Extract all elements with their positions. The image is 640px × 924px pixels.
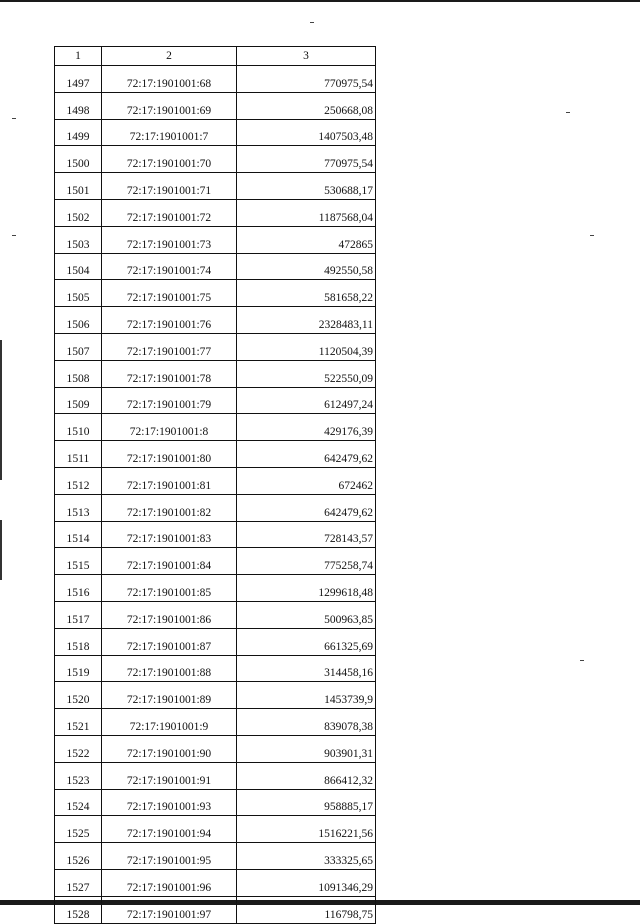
row-number-cell: 1506 [55,307,102,334]
scan-speck [566,112,570,113]
cadastral-number-cell: 72:17:1901001:85 [102,575,237,602]
value-cell: 492550,58 [237,253,376,280]
scan-top-edge [0,0,640,2]
table-row [55,199,376,226]
cadastral-number-cell: 72:17:1901001:94 [102,816,237,843]
table-row [55,843,376,870]
value-cell: 1120504,39 [237,333,376,360]
row-number-cell: 1519 [55,655,102,682]
value-cell: 1453739,9 [237,682,376,709]
table-row [55,869,376,896]
cadastral-number-cell: 72:17:1901001:73 [102,226,237,253]
cadastral-number-cell: 72:17:1901001:68 [102,66,237,93]
table-row [55,253,376,280]
table-row [55,173,376,200]
value-cell: 522550,09 [237,360,376,387]
row-number-cell: 1509 [55,387,102,414]
row-number-cell: 1514 [55,521,102,548]
value-cell: 672462 [237,467,376,494]
table-row [55,333,376,360]
cadastral-number-cell: 72:17:1901001:82 [102,494,237,521]
row-number-cell: 1501 [55,173,102,200]
value-cell: 642479,62 [237,441,376,468]
table-row [55,387,376,414]
value-cell: 661325,69 [237,628,376,655]
table-row [55,66,376,93]
cadastral-number-cell: 72:17:1901001:75 [102,280,237,307]
row-number-cell: 1510 [55,414,102,441]
table-body [55,66,376,924]
table-row [55,146,376,173]
row-number-cell: 1517 [55,601,102,628]
value-cell: 958885,17 [237,789,376,816]
cadastral-number-cell: 72:17:1901001:87 [102,628,237,655]
row-number-cell: 1500 [55,146,102,173]
cadastral-number-cell: 72:17:1901001:86 [102,601,237,628]
row-number-cell: 1497 [55,66,102,93]
cadastral-number-cell: 72:17:1901001:72 [102,199,237,226]
value-cell: 581658,22 [237,280,376,307]
value-cell: 250668,08 [237,92,376,119]
cadastral-number-cell: 72:17:1901001:78 [102,360,237,387]
scan-speck [310,22,314,23]
row-number-cell: 1498 [55,92,102,119]
header-row [55,47,376,66]
row-number-cell: 1505 [55,280,102,307]
cadastral-number-cell: 72:17:1901001:7 [102,119,237,146]
row-number-cell: 1508 [55,360,102,387]
row-number-cell: 1518 [55,628,102,655]
scan-speck [580,660,584,661]
table-row [55,226,376,253]
row-number-cell: 1528 [55,896,102,923]
table-row [55,414,376,441]
value-cell: 1187568,04 [237,199,376,226]
cadastral-number-cell: 72:17:1901001:93 [102,789,237,816]
table-row [55,548,376,575]
row-number-cell: 1511 [55,441,102,468]
row-number-cell: 1516 [55,575,102,602]
cadastral-number-cell: 72:17:1901001:83 [102,521,237,548]
cadastral-number-cell: 72:17:1901001:95 [102,843,237,870]
cadastral-number-cell: 72:17:1901001:8 [102,414,237,441]
table-row [55,307,376,334]
value-cell: 1091346,29 [237,869,376,896]
value-cell: 642479,62 [237,494,376,521]
value-cell: 775258,74 [237,548,376,575]
value-cell: 728143,57 [237,521,376,548]
table-row [55,360,376,387]
scan-left-edge-mark [0,520,2,580]
table-row [55,735,376,762]
scan-speck [12,235,16,236]
value-cell: 903901,31 [237,735,376,762]
cadastral-number-cell: 72:17:1901001:90 [102,735,237,762]
table-row [55,494,376,521]
scan-speck [12,118,16,119]
cadastral-number-cell: 72:17:1901001:71 [102,173,237,200]
row-number-cell: 1504 [55,253,102,280]
value-cell: 472865 [237,226,376,253]
cadastral-number-cell: 72:17:1901001:80 [102,441,237,468]
table-row [55,92,376,119]
column-header-3: 3 [237,47,376,66]
value-cell: 1516221,56 [237,816,376,843]
cadastral-number-cell: 72:17:1901001:69 [102,92,237,119]
cadastral-number-cell: 72:17:1901001:96 [102,869,237,896]
row-number-cell: 1513 [55,494,102,521]
cadastral-number-cell: 72:17:1901001:84 [102,548,237,575]
table-row [55,601,376,628]
value-cell: 770975,54 [237,66,376,93]
value-cell: 333325,65 [237,843,376,870]
row-number-cell: 1502 [55,199,102,226]
cadastral-number-cell: 72:17:1901001:79 [102,387,237,414]
value-cell: 839078,38 [237,709,376,736]
cadastral-number-cell: 72:17:1901001:70 [102,146,237,173]
scan-speck [590,235,594,236]
table-row [55,575,376,602]
table-row [55,119,376,146]
row-number-cell: 1507 [55,333,102,360]
value-cell: 2328483,11 [237,307,376,334]
column-header-1: 1 [55,47,102,66]
row-number-cell: 1523 [55,762,102,789]
cadastral-number-cell: 72:17:1901001:97 [102,896,237,923]
table-row [55,896,376,923]
row-number-cell: 1521 [55,709,102,736]
cadastral-value-table [54,46,376,924]
column-header-2: 2 [102,47,237,66]
scan-left-edge-mark [0,340,2,480]
value-cell: 770975,54 [237,146,376,173]
value-cell: 314458,16 [237,655,376,682]
row-number-cell: 1512 [55,467,102,494]
row-number-cell: 1520 [55,682,102,709]
value-cell: 500963,85 [237,601,376,628]
table-row [55,467,376,494]
value-cell: 866412,32 [237,762,376,789]
cadastral-number-cell: 72:17:1901001:76 [102,307,237,334]
value-cell: 116798,75 [237,896,376,923]
value-cell: 1407503,48 [237,119,376,146]
row-number-cell: 1526 [55,843,102,870]
table-row [55,655,376,682]
table-row [55,709,376,736]
row-number-cell: 1524 [55,789,102,816]
cadastral-number-cell: 72:17:1901001:89 [102,682,237,709]
cadastral-number-cell: 72:17:1901001:81 [102,467,237,494]
value-cell: 1299618,48 [237,575,376,602]
cadastral-number-cell: 72:17:1901001:91 [102,762,237,789]
table-row [55,816,376,843]
row-number-cell: 1525 [55,816,102,843]
table-row [55,682,376,709]
row-number-cell: 1522 [55,735,102,762]
table-row [55,521,376,548]
cadastral-number-cell: 72:17:1901001:74 [102,253,237,280]
table-row [55,628,376,655]
table-row [55,441,376,468]
value-cell: 429176,39 [237,414,376,441]
value-cell: 530688,17 [237,173,376,200]
row-number-cell: 1503 [55,226,102,253]
cadastral-number-cell: 72:17:1901001:88 [102,655,237,682]
row-number-cell: 1499 [55,119,102,146]
value-cell: 612497,24 [237,387,376,414]
cadastral-number-cell: 72:17:1901001:9 [102,709,237,736]
table-row [55,789,376,816]
row-number-cell: 1527 [55,869,102,896]
table-row [55,280,376,307]
cadastral-number-cell: 72:17:1901001:77 [102,333,237,360]
table-row [55,762,376,789]
row-number-cell: 1515 [55,548,102,575]
